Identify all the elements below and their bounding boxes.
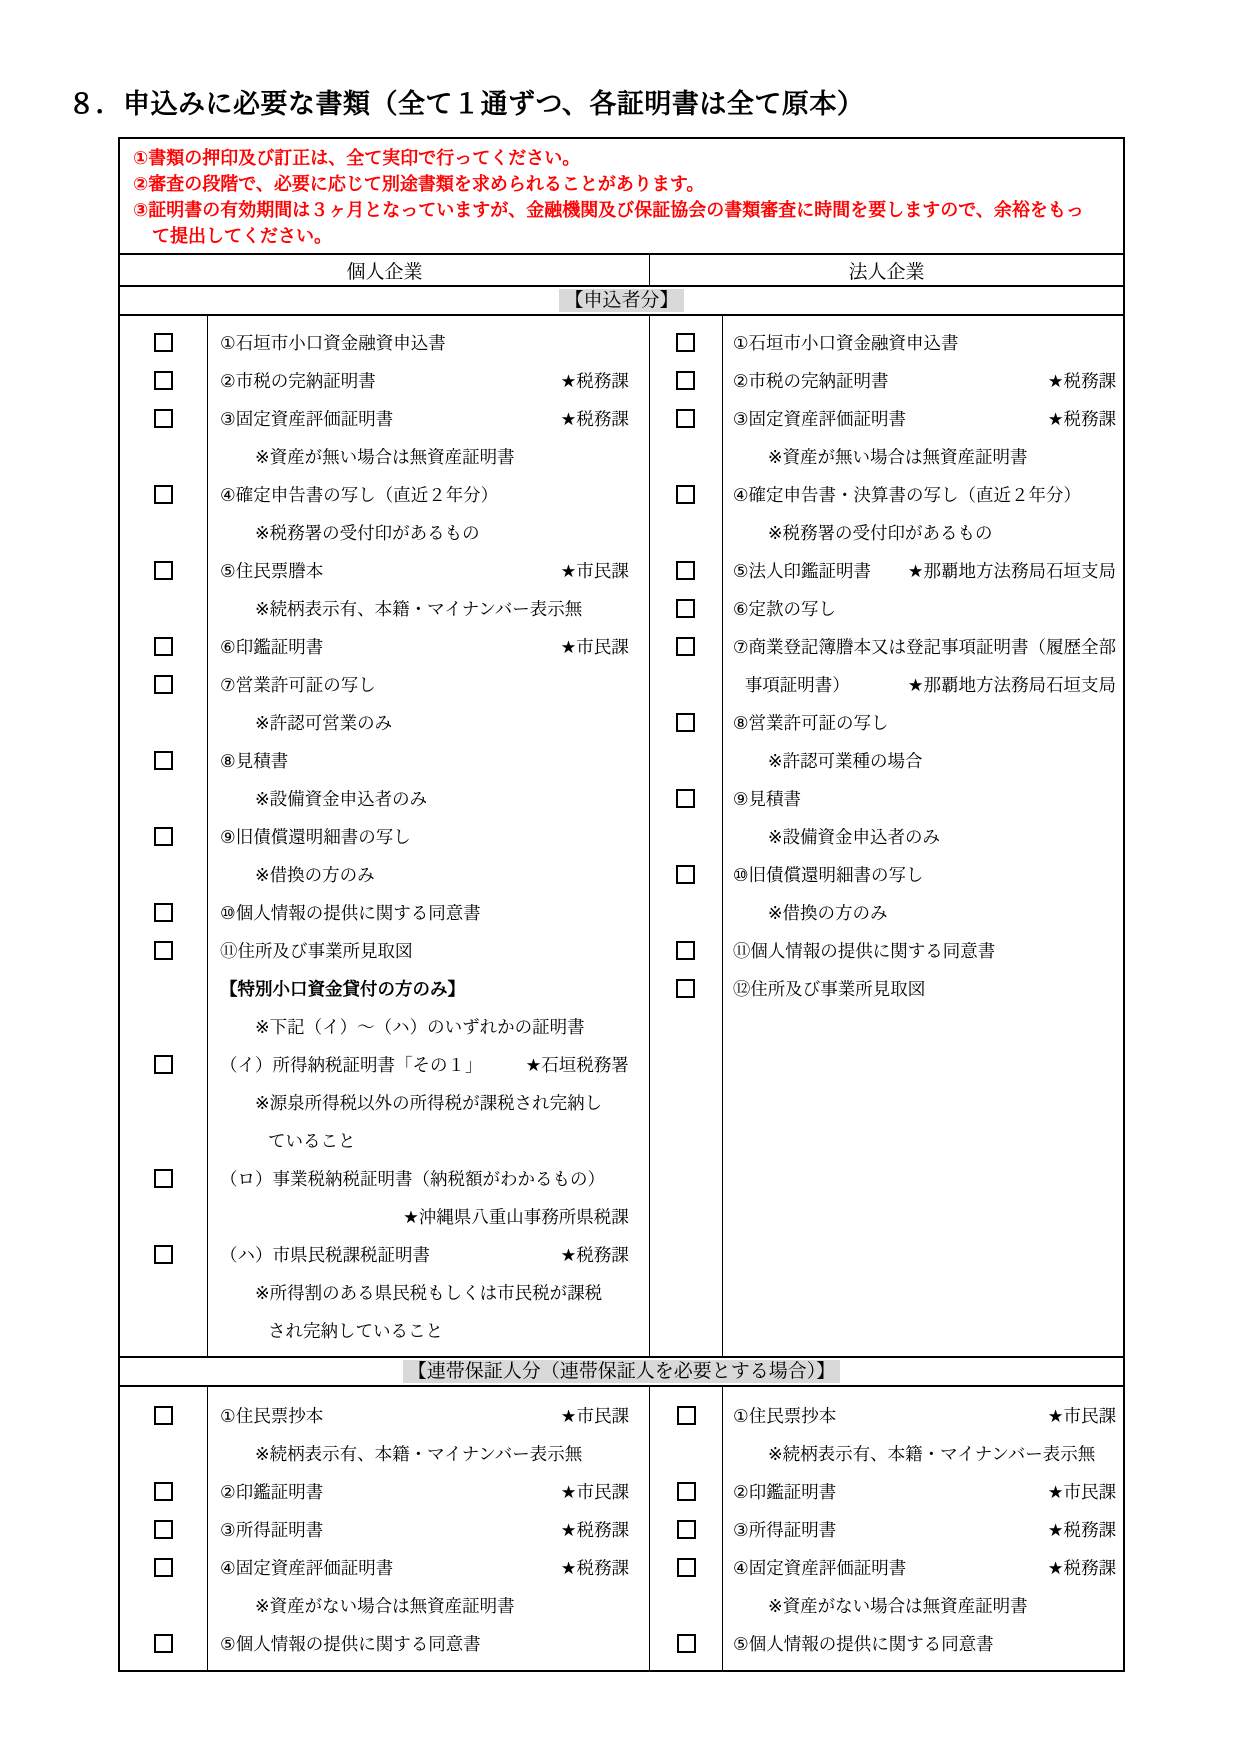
- document-row: [650, 817, 1123, 855]
- checkbox-cell: [120, 941, 207, 960]
- page-title: ８．申込みに必要な書類（全て１通ずつ、各証明書は全て原本）: [68, 89, 865, 119]
- row-text-cell: [722, 330, 1123, 355]
- row-text-cell: [722, 862, 1123, 887]
- document-label: ※資産が無い場合は無資産証明書: [767, 446, 1028, 467]
- document-row: [120, 817, 649, 855]
- row-text-cell: [207, 1280, 649, 1305]
- row-text-cell: [207, 1479, 649, 1504]
- column-header-individual: 個人企業: [120, 255, 650, 285]
- row-text-cell: [207, 1090, 649, 1115]
- document-row: [120, 627, 649, 665]
- row-text-cell: [207, 1052, 649, 1077]
- row-text-cell: [722, 786, 1123, 811]
- section-header-label: 【申込者分】: [559, 289, 683, 312]
- checkbox-cell: [650, 409, 722, 428]
- document-label: ③固定資産評価証明書: [220, 408, 394, 429]
- document-label: ※税務署の受付印があるもの: [255, 522, 480, 543]
- document-row: [650, 361, 1123, 399]
- checkbox-icon[interactable]: [154, 827, 173, 846]
- document-label: ②市税の完納証明書: [732, 370, 889, 391]
- notice-line: ①書類の押印及び訂正は、全て実印で行ってください。: [133, 148, 581, 168]
- checkbox-cell: [120, 637, 207, 656]
- document-label: ④固定資産評価証明書: [220, 1557, 394, 1578]
- document-row: [120, 475, 649, 513]
- notice-line: ②審査の段階で、必要に応じて別途書類を求められることがあります。: [133, 174, 705, 194]
- checkbox-icon[interactable]: [676, 333, 695, 352]
- document-row: [120, 361, 649, 399]
- document-row: [650, 1472, 1123, 1510]
- document-label: ②印鑑証明書: [220, 1481, 324, 1502]
- row-text-cell: [207, 1631, 649, 1656]
- checkbox-icon[interactable]: [154, 941, 173, 960]
- document-label: ⑤法人印鑑証明書: [732, 560, 872, 581]
- document-row: [650, 437, 1123, 475]
- row-text-cell: [722, 748, 1123, 773]
- document-row: [120, 437, 649, 475]
- row-text-cell: [207, 368, 649, 393]
- checkbox-icon[interactable]: [677, 1558, 696, 1577]
- checkbox-cell: [650, 713, 722, 732]
- row-text-cell: [207, 634, 649, 659]
- document-row: [120, 1159, 649, 1197]
- row-text-cell: [722, 976, 1123, 1001]
- department-star: ★市民課: [560, 1405, 629, 1426]
- document-row: [120, 1235, 649, 1273]
- document-label: ていること: [268, 1130, 356, 1151]
- document-row: [120, 1396, 649, 1434]
- document-row: [650, 551, 1123, 589]
- checkbox-icon[interactable]: [154, 371, 173, 390]
- document-row: [650, 1396, 1123, 1434]
- checkbox-cell: [120, 371, 207, 390]
- checkbox-cell: [120, 751, 207, 770]
- document-row: [650, 703, 1123, 741]
- document-label: ⑩個人情報の提供に関する同意書: [220, 902, 481, 923]
- checkbox-cell: [650, 979, 722, 998]
- document-row: [650, 475, 1123, 513]
- row-text-cell: [207, 1204, 649, 1229]
- document-row: [120, 1510, 649, 1548]
- checkbox-icon[interactable]: [677, 1520, 696, 1539]
- document-row: [120, 1311, 649, 1349]
- document-row: [650, 1586, 1123, 1624]
- row-text-cell: [207, 786, 649, 811]
- document-row: [120, 589, 649, 627]
- checkbox-cell: [650, 333, 722, 352]
- document-row: [120, 665, 649, 703]
- department-star: ★税務課: [1047, 1557, 1116, 1578]
- checkbox-icon[interactable]: [154, 1558, 173, 1577]
- document-row: [120, 1007, 649, 1045]
- document-row: [650, 741, 1123, 779]
- row-text-cell: [722, 634, 1123, 659]
- checkbox-cell: [650, 637, 722, 656]
- department-star: ★市民課: [1047, 1481, 1116, 1502]
- checkbox-cell: [120, 1406, 207, 1425]
- checkbox-icon[interactable]: [676, 599, 695, 618]
- document-row: [120, 1273, 649, 1311]
- document-row: [650, 513, 1123, 551]
- corporate-column: [650, 316, 1123, 1356]
- checkbox-icon[interactable]: [676, 409, 695, 428]
- document-label: ④固定資産評価証明書: [733, 1557, 907, 1578]
- document-label: 事項証明書）: [744, 674, 850, 695]
- department-star: ★税務課: [1047, 370, 1116, 391]
- document-row: [120, 855, 649, 893]
- row-text-cell: [207, 596, 649, 621]
- notice-line: て提出してください。: [152, 226, 332, 246]
- checkbox-icon[interactable]: [677, 1634, 696, 1653]
- document-label: ※許認可業種の場合: [767, 750, 923, 771]
- document-label: ※源泉所得税以外の所得税が課税され完納し: [255, 1092, 603, 1113]
- document-label: ※設備資金申込者のみ: [767, 826, 940, 847]
- row-text-cell: [722, 1441, 1123, 1466]
- document-row: [650, 779, 1123, 817]
- document-label: ⑩旧債償還明細書の写し: [732, 864, 924, 885]
- checkbox-cell: [120, 1482, 207, 1501]
- document-row: [650, 1434, 1123, 1472]
- document-row: [650, 323, 1123, 361]
- document-row: [120, 779, 649, 817]
- row-text-cell: [207, 558, 649, 583]
- document-row: [650, 855, 1123, 893]
- document-label: ※所得割のある県民税もしくは市民税が課税: [255, 1282, 603, 1303]
- checkbox-icon[interactable]: [154, 1406, 173, 1425]
- row-text-cell: [722, 1479, 1123, 1504]
- document-label: ※続柄表示有、本籍・マイナンバー表示無: [768, 1443, 1096, 1464]
- document-label: ※税務署の受付印があるもの: [767, 522, 993, 543]
- document-row: [120, 551, 649, 589]
- document-label: ④確定申告書の写し（直近２年分）: [220, 484, 499, 505]
- checkbox-cell: [120, 827, 207, 846]
- row-text-cell: [722, 1631, 1123, 1656]
- document-label: ※続柄表示有、本籍・マイナンバー表示無: [255, 598, 583, 619]
- checkbox-icon[interactable]: [154, 1634, 173, 1653]
- row-text-cell: [207, 900, 649, 925]
- document-label: ⑥印鑑証明書: [220, 636, 324, 657]
- row-text-cell: [207, 1403, 649, 1428]
- checkbox-cell: [650, 371, 722, 390]
- checkbox-cell: [650, 485, 722, 504]
- checkbox-cell: [120, 1245, 207, 1264]
- checkbox-icon[interactable]: [154, 1055, 173, 1074]
- document-label: ※設備資金申込者のみ: [255, 788, 428, 809]
- document-row: [650, 931, 1123, 969]
- checkbox-icon[interactable]: [154, 409, 173, 428]
- checkbox-cell: [120, 1634, 207, 1653]
- row-text-cell: [722, 1517, 1123, 1542]
- checkbox-cell: [650, 789, 722, 808]
- checkbox-cell: [650, 941, 722, 960]
- row-text-cell: [207, 1242, 649, 1267]
- document-label: ③固定資産評価証明書: [732, 408, 907, 429]
- row-text-cell: [207, 1441, 649, 1466]
- checkbox-icon[interactable]: [676, 371, 695, 390]
- document-row: [120, 1586, 649, 1624]
- department-star: ★税務課: [560, 1519, 629, 1540]
- checkbox-icon[interactable]: [677, 1482, 696, 1501]
- row-text-cell: [207, 1128, 649, 1153]
- department-star: ★那覇地方法務局石垣支局: [907, 674, 1116, 695]
- department-star: ★税務課: [560, 1557, 629, 1578]
- checkbox-cell: [650, 599, 722, 618]
- checkbox-icon[interactable]: [676, 561, 695, 580]
- applicant-section-body: [120, 316, 1123, 1358]
- row-text-cell: [207, 482, 649, 507]
- document-row: [650, 589, 1123, 627]
- department-star: ★税務課: [560, 408, 629, 429]
- row-text-cell: [207, 444, 649, 469]
- document-label: ※許認可営業のみ: [255, 712, 393, 733]
- document-label: ※続柄表示有、本籍・マイナンバー表示無: [255, 1443, 583, 1464]
- checkbox-icon[interactable]: [154, 675, 173, 694]
- document-row: [120, 1083, 649, 1121]
- document-row: [120, 399, 649, 437]
- checkbox-cell: [650, 561, 722, 580]
- department-star: ★税務課: [560, 370, 629, 391]
- checkbox-cell: [120, 561, 207, 580]
- department-star: ★税務課: [1047, 1519, 1116, 1540]
- document-row: [650, 1548, 1123, 1586]
- document-label: （イ）所得納税証明書「その１」: [220, 1054, 483, 1075]
- department-star: ★市民課: [560, 560, 629, 581]
- checkbox-icon[interactable]: [676, 485, 695, 504]
- checkbox-cell: [120, 903, 207, 922]
- row-text-cell: [722, 558, 1123, 583]
- checkbox-icon[interactable]: [676, 865, 695, 884]
- row-text-cell: [207, 520, 649, 545]
- document-row: [650, 969, 1123, 1007]
- checkbox-icon[interactable]: [677, 1406, 696, 1425]
- document-label: ②印鑑証明書: [733, 1481, 837, 1502]
- document-row: [120, 893, 649, 931]
- checkbox-icon[interactable]: [676, 789, 695, 808]
- row-text-cell: [722, 482, 1123, 507]
- row-text-cell: [207, 406, 649, 431]
- checkbox-cell: [120, 485, 207, 504]
- document-label: され完納していること: [268, 1320, 443, 1341]
- department-star: ★市民課: [560, 636, 629, 657]
- document-label: ⑧営業許可証の写し: [732, 712, 889, 733]
- document-row: [650, 1624, 1123, 1662]
- checkbox-cell: [650, 1558, 722, 1577]
- row-text-cell: [207, 1555, 649, 1580]
- document-label: ※借換の方のみ: [767, 902, 888, 923]
- row-text-cell: [207, 672, 649, 697]
- row-text-cell: [722, 368, 1123, 393]
- row-text-cell: [722, 596, 1123, 621]
- document-row: [120, 1472, 649, 1510]
- row-text-cell: [207, 330, 649, 355]
- document-label: ①住民票抄本: [220, 1405, 324, 1426]
- row-text-cell: [207, 1318, 649, 1343]
- document-label: ④確定申告書・決算書の写し（直近２年分）: [732, 484, 1081, 505]
- document-label: ⑤個人情報の提供に関する同意書: [733, 1633, 994, 1654]
- row-text-cell: [207, 710, 649, 735]
- row-text-cell: [207, 1166, 649, 1191]
- document-label: ③所得証明書: [220, 1519, 324, 1540]
- checkbox-icon[interactable]: [154, 903, 173, 922]
- checkbox-icon[interactable]: [154, 637, 173, 656]
- checkbox-icon[interactable]: [154, 1482, 173, 1501]
- department-star: ★沖縄県八重山事務所県税課: [403, 1206, 629, 1227]
- department-star: ★市民課: [1047, 1405, 1116, 1426]
- guarantor-section-body: [120, 1387, 1123, 1670]
- document-row: [120, 1197, 649, 1235]
- checkbox-icon[interactable]: [154, 333, 173, 352]
- document-label: ①住民票抄本: [733, 1405, 837, 1426]
- row-text-cell: [207, 1517, 649, 1542]
- document-label: ※資産がない場合は無資産証明書: [768, 1595, 1028, 1616]
- checkbox-icon[interactable]: [154, 1169, 173, 1188]
- checkbox-cell: [650, 1482, 722, 1501]
- row-text-cell: [722, 406, 1123, 431]
- document-row: [650, 627, 1123, 665]
- checkbox-cell: [120, 1558, 207, 1577]
- document-row: [120, 703, 649, 741]
- section-header-guarantor: [120, 1358, 1123, 1387]
- document-label: ①石垣市小口資金融資申込書: [732, 332, 959, 353]
- document-label: ⑦営業許可証の写し: [220, 674, 376, 695]
- document-row: [650, 893, 1123, 931]
- checkbox-icon[interactable]: [154, 485, 173, 504]
- checkbox-icon[interactable]: [676, 941, 695, 960]
- row-text-cell: [207, 748, 649, 773]
- notice-box: [120, 139, 1123, 255]
- document-row: [120, 1121, 649, 1159]
- required-documents-table: [118, 137, 1125, 1672]
- row-text-cell: [207, 1014, 649, 1039]
- document-label: （ハ）市県民税課税証明書: [220, 1244, 430, 1265]
- document-label: ※借換の方のみ: [255, 864, 375, 885]
- notice-line: ③証明書の有効期間は３ヶ月となっていますが、金融機関及び保証協会の書類審査に時間を要しますので、余裕をもっ: [133, 200, 1084, 220]
- row-text-cell: [722, 1403, 1123, 1428]
- department-star: ★税務課: [1047, 408, 1116, 429]
- document-row: [120, 1548, 649, 1586]
- checkbox-cell: [120, 1520, 207, 1539]
- checkbox-cell: [120, 1055, 207, 1074]
- document-label: ※資産が無い場合は無資産証明書: [255, 446, 515, 467]
- corporate-column: [650, 1387, 1123, 1670]
- document-row: [650, 399, 1123, 437]
- row-text-cell: [722, 824, 1123, 849]
- document-label: ⑨旧債償還明細書の写し: [220, 826, 411, 847]
- checkbox-cell: [650, 865, 722, 884]
- checkbox-icon[interactable]: [676, 713, 695, 732]
- checkbox-icon[interactable]: [676, 979, 695, 998]
- row-text-cell: [722, 672, 1123, 697]
- document-label: ※下記（イ）～（ハ）のいずれかの証明書: [255, 1016, 585, 1037]
- document-label: ⑫住所及び事業所見取図: [732, 978, 926, 999]
- checkbox-cell: [120, 333, 207, 352]
- document-label: ①石垣市小口資金融資申込書: [220, 332, 446, 353]
- document-row: [120, 323, 649, 361]
- department-star: ★税務課: [560, 1244, 629, 1265]
- row-text-cell: [722, 1555, 1123, 1580]
- row-text-cell: [722, 520, 1123, 545]
- row-text-cell: [722, 444, 1123, 469]
- department-star: ★那覇地方法務局石垣支局: [907, 560, 1116, 581]
- document-label: ⑥定款の写し: [732, 598, 837, 619]
- checkbox-icon[interactable]: [154, 1520, 173, 1539]
- document-label: ③所得証明書: [733, 1519, 837, 1540]
- document-label: ⑤住民票謄本: [220, 560, 324, 581]
- document-label: 【特別小口資金貸付の方のみ】: [220, 978, 465, 999]
- department-star: ★市民課: [560, 1481, 629, 1502]
- document-label: ⑦商業登記簿謄本又は登記事項証明書（履歴全部: [732, 636, 1116, 657]
- document-label: ※資産がない場合は無資産証明書: [255, 1595, 515, 1616]
- column-header-corporate: 法人企業: [848, 261, 925, 283]
- document-row: [120, 969, 649, 1007]
- row-text-cell: [207, 938, 649, 963]
- document-label: ⑧見積書: [220, 750, 289, 771]
- row-text-cell: [207, 976, 649, 1001]
- document-row: [120, 1624, 649, 1662]
- row-text-cell: [722, 1593, 1123, 1618]
- checkbox-icon[interactable]: [676, 637, 695, 656]
- checkbox-cell: [120, 675, 207, 694]
- individual-column: [120, 1387, 650, 1670]
- document-label: （ロ）事業税納税証明書（納税額がわかるもの）: [220, 1168, 605, 1189]
- document-label: ②市税の完納証明書: [220, 370, 376, 391]
- department-star: ★石垣税務署: [525, 1054, 629, 1075]
- document-label: ⑪個人情報の提供に関する同意書: [732, 940, 996, 961]
- section-header-label: 【連帯保証人分（連帯保証人を必要とする場合）】: [403, 1360, 841, 1383]
- row-text-cell: [207, 824, 649, 849]
- document-row: [120, 1045, 649, 1083]
- checkbox-cell: [650, 1634, 722, 1653]
- row-text-cell: [722, 938, 1123, 963]
- document-row: [120, 931, 649, 969]
- individual-column: [120, 316, 650, 1356]
- document-row: [120, 741, 649, 779]
- checkbox-icon[interactable]: [154, 1245, 173, 1264]
- row-text-cell: [722, 710, 1123, 735]
- checkbox-cell: [650, 1520, 722, 1539]
- row-text-cell: [207, 1593, 649, 1618]
- row-text-cell: [722, 900, 1123, 925]
- document-row: [650, 1510, 1123, 1548]
- checkbox-icon[interactable]: [154, 561, 173, 580]
- document-row: [120, 1434, 649, 1472]
- checkbox-icon[interactable]: [154, 751, 173, 770]
- document-label: ⑪住所及び事業所見取図: [220, 940, 413, 961]
- checkbox-cell: [650, 1406, 722, 1425]
- document-row: [650, 665, 1123, 703]
- section-header-applicant: [120, 287, 1123, 316]
- document-label: ⑨見積書: [732, 788, 802, 809]
- row-text-cell: [207, 862, 649, 887]
- column-header-row: [120, 255, 1123, 287]
- checkbox-cell: [120, 409, 207, 428]
- document-label: ⑤個人情報の提供に関する同意書: [220, 1633, 481, 1654]
- checkbox-cell: [120, 1169, 207, 1188]
- document-row: [120, 513, 649, 551]
